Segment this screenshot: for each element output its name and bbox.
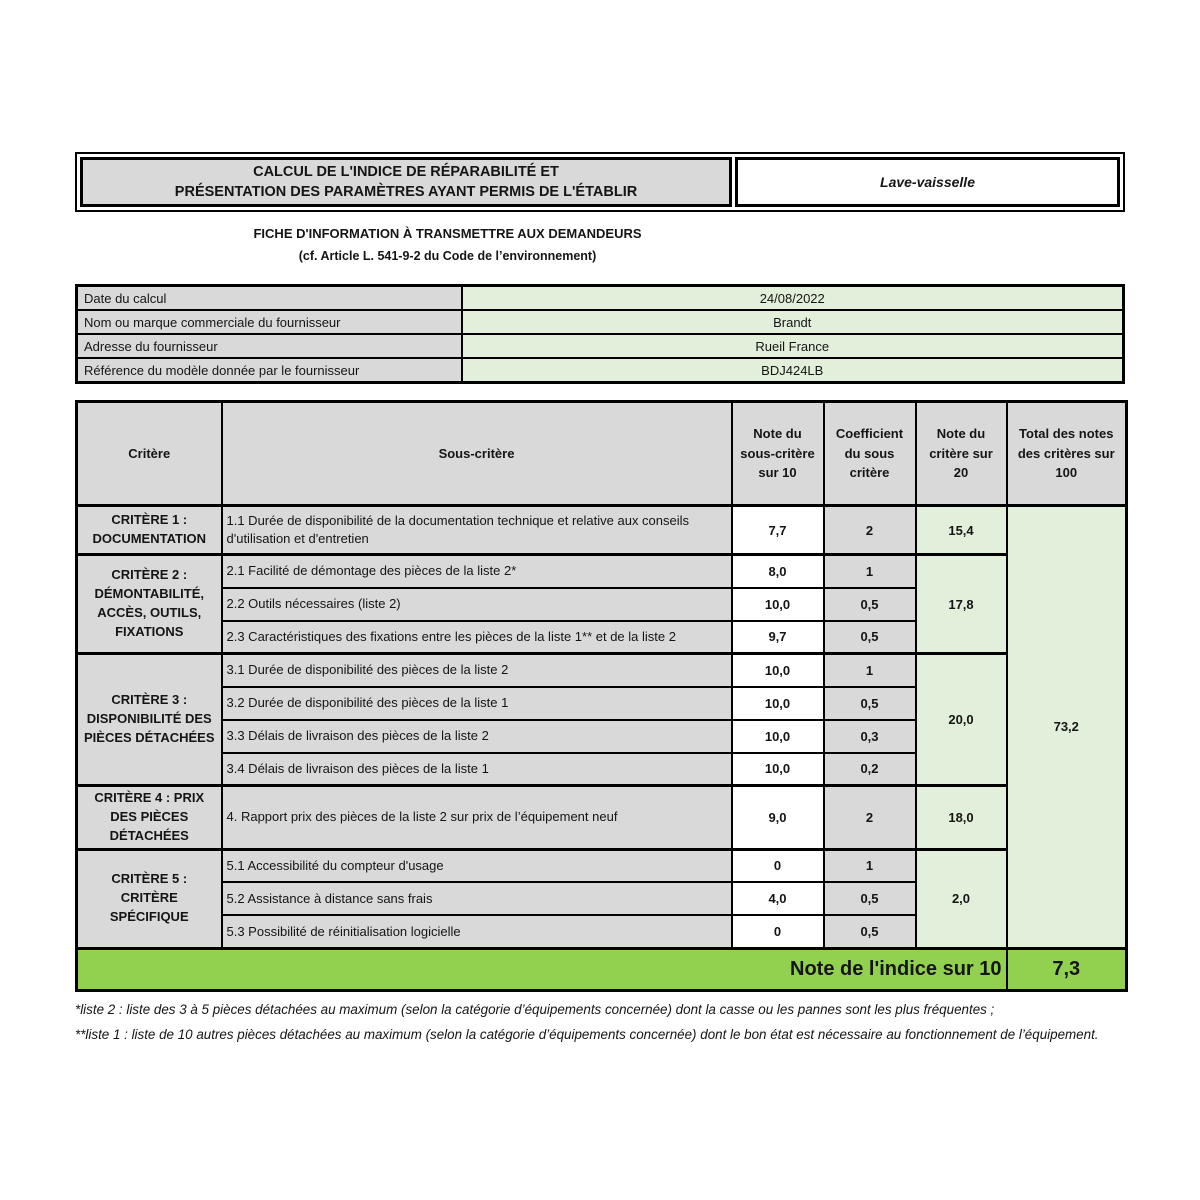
criterion-2-score20: 17,8: [916, 555, 1007, 654]
subcriterion-2-1: 2.1 Facilité de démontage des pièces de la liste 2*: [222, 555, 732, 588]
header-sous-critere: Sous-critère: [222, 402, 732, 506]
subcriterion-3-2: 3.2 Durée de disponibilité des pièces de la liste 1: [222, 687, 732, 720]
info-label-brand: Nom ou marque commerciale du fournisseur: [77, 310, 462, 334]
info-label-model: Référence du modèle donnée par le fournisseur: [77, 358, 462, 383]
subcriterion-2-3: 2.3 Caractéristiques des fixations entre les pièces de la liste 1** et de la liste 2: [222, 621, 732, 654]
coeff-5-2: 0,5: [824, 882, 916, 915]
final-index-label: Note de l'indice sur 10: [77, 948, 1007, 990]
info-value-address: Rueil France: [462, 334, 1124, 358]
note-4: 9,0: [732, 786, 824, 850]
criterion-2-label: CRITÈRE 2 : DÉMONTABILITÉ, ACCÈS, OUTILS, FIXATIONS: [77, 555, 222, 654]
document-page: [75, 152, 1125, 1051]
note-5-1: 0: [732, 849, 824, 882]
coeff-1-1: 2: [824, 506, 916, 555]
subtitle-line-1: FICHE D'INFORMATION À TRANSMETTRE AUX DEMANDEURS: [253, 226, 642, 241]
subcriterion-1-1: 1.1 Durée de disponibilité de la documentation technique et relative aux conseils d'utilisation et d'entretien: [222, 506, 732, 555]
footnote-liste-1: **liste 1 : liste de 10 autres pièces détachées au maximum (selon la catégorie d’équipements concernée) dont le bon état est nécessaire au fonctionnement de l’équipement.: [75, 1026, 1099, 1042]
title-line-2: PRÉSENTATION DES PARAMÈTRES AYANT PERMIS DE L'ÉTABLIR: [174, 184, 638, 200]
final-index-row: [77, 948, 1127, 990]
subcriterion-2-2: 2.2 Outils nécessaires (liste 2): [222, 588, 732, 621]
coeff-2-3: 0,5: [824, 621, 916, 654]
subtitle-block: [75, 226, 820, 263]
table-row: [77, 849, 1127, 882]
note-3-3: 10,0: [732, 720, 824, 753]
note-2-2: 10,0: [732, 588, 824, 621]
table-row: [77, 786, 1127, 850]
info-label-address: Adresse du fournisseur: [77, 334, 462, 358]
note-1-1: 7,7: [732, 506, 824, 555]
header-critere: Critère: [77, 402, 222, 506]
table-row: [77, 654, 1127, 687]
table-row: [77, 334, 1124, 358]
coeff-2-2: 0,5: [824, 588, 916, 621]
criterion-4-score20: 18,0: [916, 786, 1007, 850]
footnote-liste-2: *liste 2 : liste des 3 à 5 pièces détachées au maximum (selon la catégorie d’équipements concernée) dont la casse ou les pannes sont les plus fréquentes ;: [75, 1001, 995, 1017]
table-row: [77, 555, 1127, 588]
note-3-2: 10,0: [732, 687, 824, 720]
coeff-4: 2: [824, 786, 916, 850]
header-total100: Total des notes des critères sur 100: [1007, 402, 1127, 506]
footnotes: [75, 1001, 1125, 1044]
note-5-3: 0: [732, 915, 824, 948]
criterion-1-score20: 15,4: [916, 506, 1007, 555]
coeff-3-3: 0,3: [824, 720, 916, 753]
total-score-100: 73,2: [1007, 506, 1127, 949]
note-3-1: 10,0: [732, 654, 824, 687]
note-5-2: 4,0: [732, 882, 824, 915]
coeff-3-4: 0,2: [824, 753, 916, 786]
note-3-4: 10,0: [732, 753, 824, 786]
header-note10: Note du sous-critère sur 10: [732, 402, 824, 506]
table-row: [77, 310, 1124, 334]
subcriterion-3-3: 3.3 Délais de livraison des pièces de la liste 2: [222, 720, 732, 753]
coeff-5-3: 0,5: [824, 915, 916, 948]
criterion-3-label: CRITÈRE 3 : DISPONIBILITÉ DES PIÈCES DÉTACHÉES: [77, 654, 222, 786]
criterion-1-label: CRITÈRE 1 : DOCUMENTATION: [77, 506, 222, 555]
subcriterion-3-4: 3.4 Délais de livraison des pièces de la liste 1: [222, 753, 732, 786]
info-value-model: BDJ424LB: [462, 358, 1124, 383]
criterion-5-score20: 2,0: [916, 849, 1007, 948]
subcriterion-5-3: 5.3 Possibilité de réinitialisation logicielle: [222, 915, 732, 948]
title-line-1: CALCUL DE L'INDICE DE RÉPARABILITÉ ET: [253, 163, 559, 180]
criterion-4-label: CRITÈRE 4 : PRIX DES PIÈCES DÉTACHÉES: [77, 786, 222, 850]
final-index-value: 7,3: [1007, 948, 1127, 990]
subcriterion-4: 4. Rapport prix des pièces de la liste 2 sur prix de l’équipement neuf: [222, 786, 732, 850]
product-category-box: Lave-vaisselle: [735, 157, 1120, 207]
coeff-3-1: 1: [824, 654, 916, 687]
table-header-row: [77, 402, 1127, 506]
header-coefficient: Coefficient du sous critère: [824, 402, 916, 506]
info-value-brand: Brandt: [462, 310, 1124, 334]
subcriterion-5-2: 5.2 Assistance à distance sans frais: [222, 882, 732, 915]
note-2-1: 8,0: [732, 555, 824, 588]
subcriterion-5-1: 5.1 Accessibilité du compteur d'usage: [222, 849, 732, 882]
table-row: [77, 286, 1124, 311]
coeff-2-1: 1: [824, 555, 916, 588]
table-row: [77, 358, 1124, 383]
coeff-3-2: 0,5: [824, 687, 916, 720]
header-note20: Note du critère sur 20: [916, 402, 1007, 506]
info-label-date: Date du calcul: [77, 286, 462, 311]
criterion-5-label: CRITÈRE 5 : CRITÈRE SPÉCIFIQUE: [77, 849, 222, 948]
subcriterion-3-1: 3.1 Durée de disponibilité des pièces de la liste 2: [222, 654, 732, 687]
note-2-3: 9,7: [732, 621, 824, 654]
coeff-5-1: 1: [824, 849, 916, 882]
criterion-3-score20: 20,0: [916, 654, 1007, 786]
subtitle-line-2: (cf. Article L. 541-9-2 du Code de l’environnement): [298, 249, 597, 263]
table-row: [77, 506, 1127, 555]
repairability-score-table: [75, 400, 1128, 992]
title-block: [75, 152, 1125, 212]
document-title: [80, 157, 732, 207]
supplier-info-table: [75, 284, 1125, 384]
info-value-date: 24/08/2022: [462, 286, 1124, 311]
